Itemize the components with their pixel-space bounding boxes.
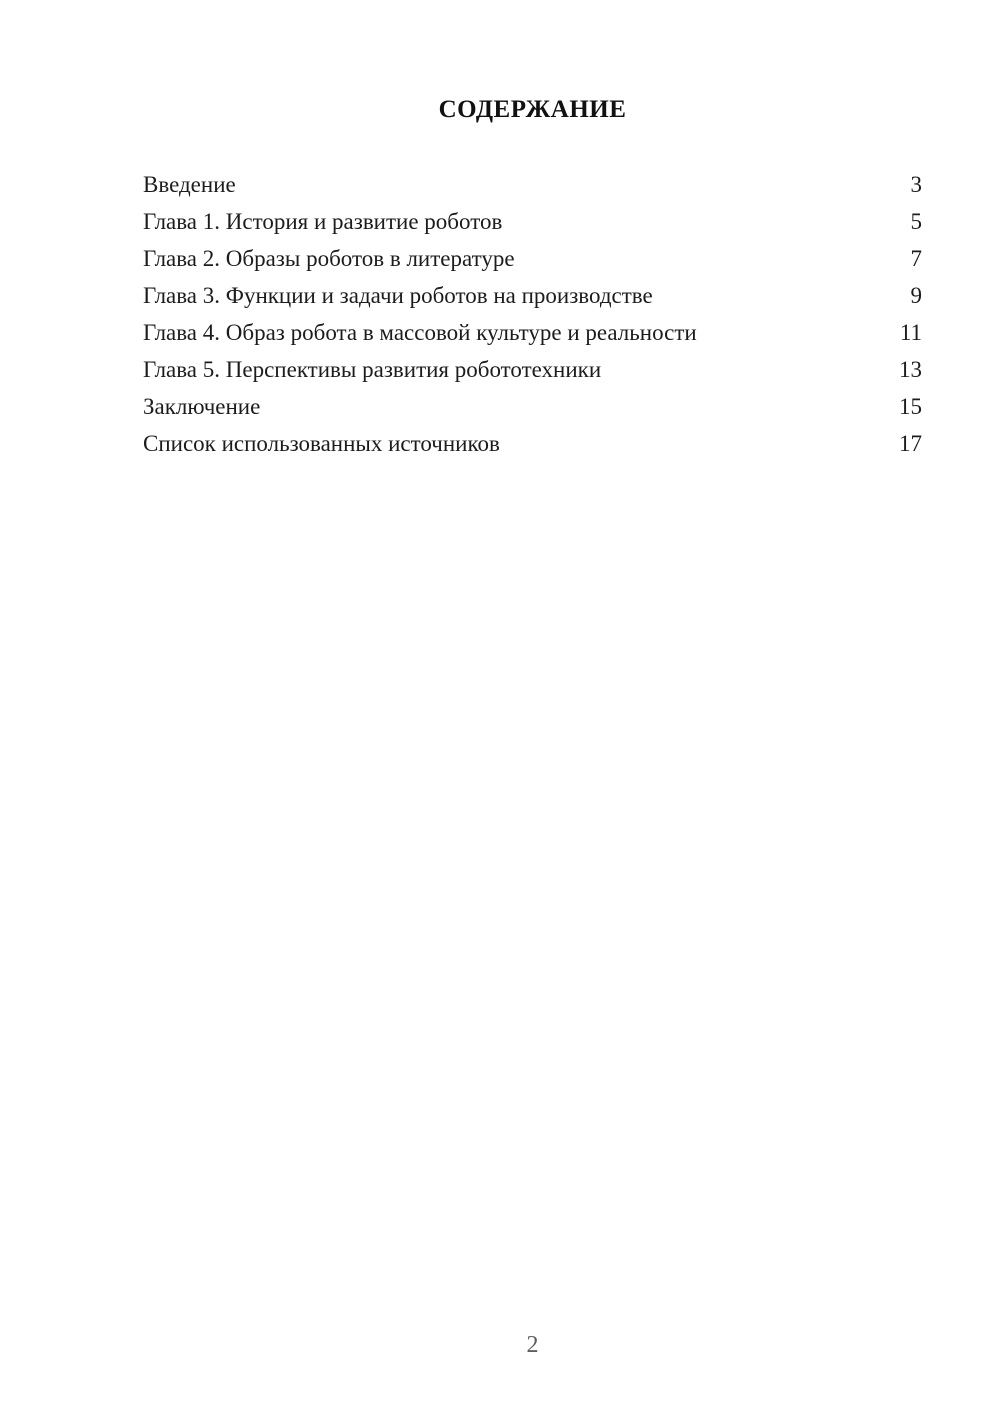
toc-row — [143, 314, 922, 351]
toc-row — [143, 388, 922, 425]
content-area — [143, 0, 922, 462]
toc-row — [143, 425, 922, 462]
toc-row — [143, 203, 922, 240]
toc-entry-label: Глава 2. Образы роботов в литературе — [143, 246, 515, 271]
toc-entry-label: Список использованных источников — [143, 431, 500, 456]
toc-entry-label: Глава 3. Функции и задачи роботов на производстве — [143, 283, 653, 308]
table-of-contents — [143, 166, 922, 462]
page-title: СОДЕРЖАНИЕ — [438, 96, 627, 123]
toc-entry-label: Введение — [143, 172, 236, 197]
toc-row — [143, 277, 922, 314]
toc-row — [143, 351, 922, 388]
toc-entry-page: 15 — [899, 394, 922, 419]
toc-entry-label: Глава 1. История и развитие роботов — [143, 209, 503, 234]
toc-entry-page: 13 — [899, 357, 922, 382]
toc-entry-label: Глава 4. Образ робота в массовой культуре и реальности — [143, 320, 697, 345]
toc-entry-label: Заключение — [143, 394, 261, 419]
toc-entry-page: 9 — [910, 283, 922, 308]
toc-row — [143, 240, 922, 277]
toc-entry-page: 7 — [910, 246, 922, 271]
toc-entry-label: Глава 5. Перспективы развития робототехники — [143, 357, 602, 382]
toc-row — [143, 166, 922, 203]
toc-entry-page: 11 — [899, 320, 922, 345]
toc-entry-page: 5 — [910, 209, 922, 234]
toc-entry-page: 3 — [910, 172, 922, 197]
footer-page-number: 2 — [526, 1332, 539, 1358]
toc-entry-page: 17 — [899, 431, 922, 456]
